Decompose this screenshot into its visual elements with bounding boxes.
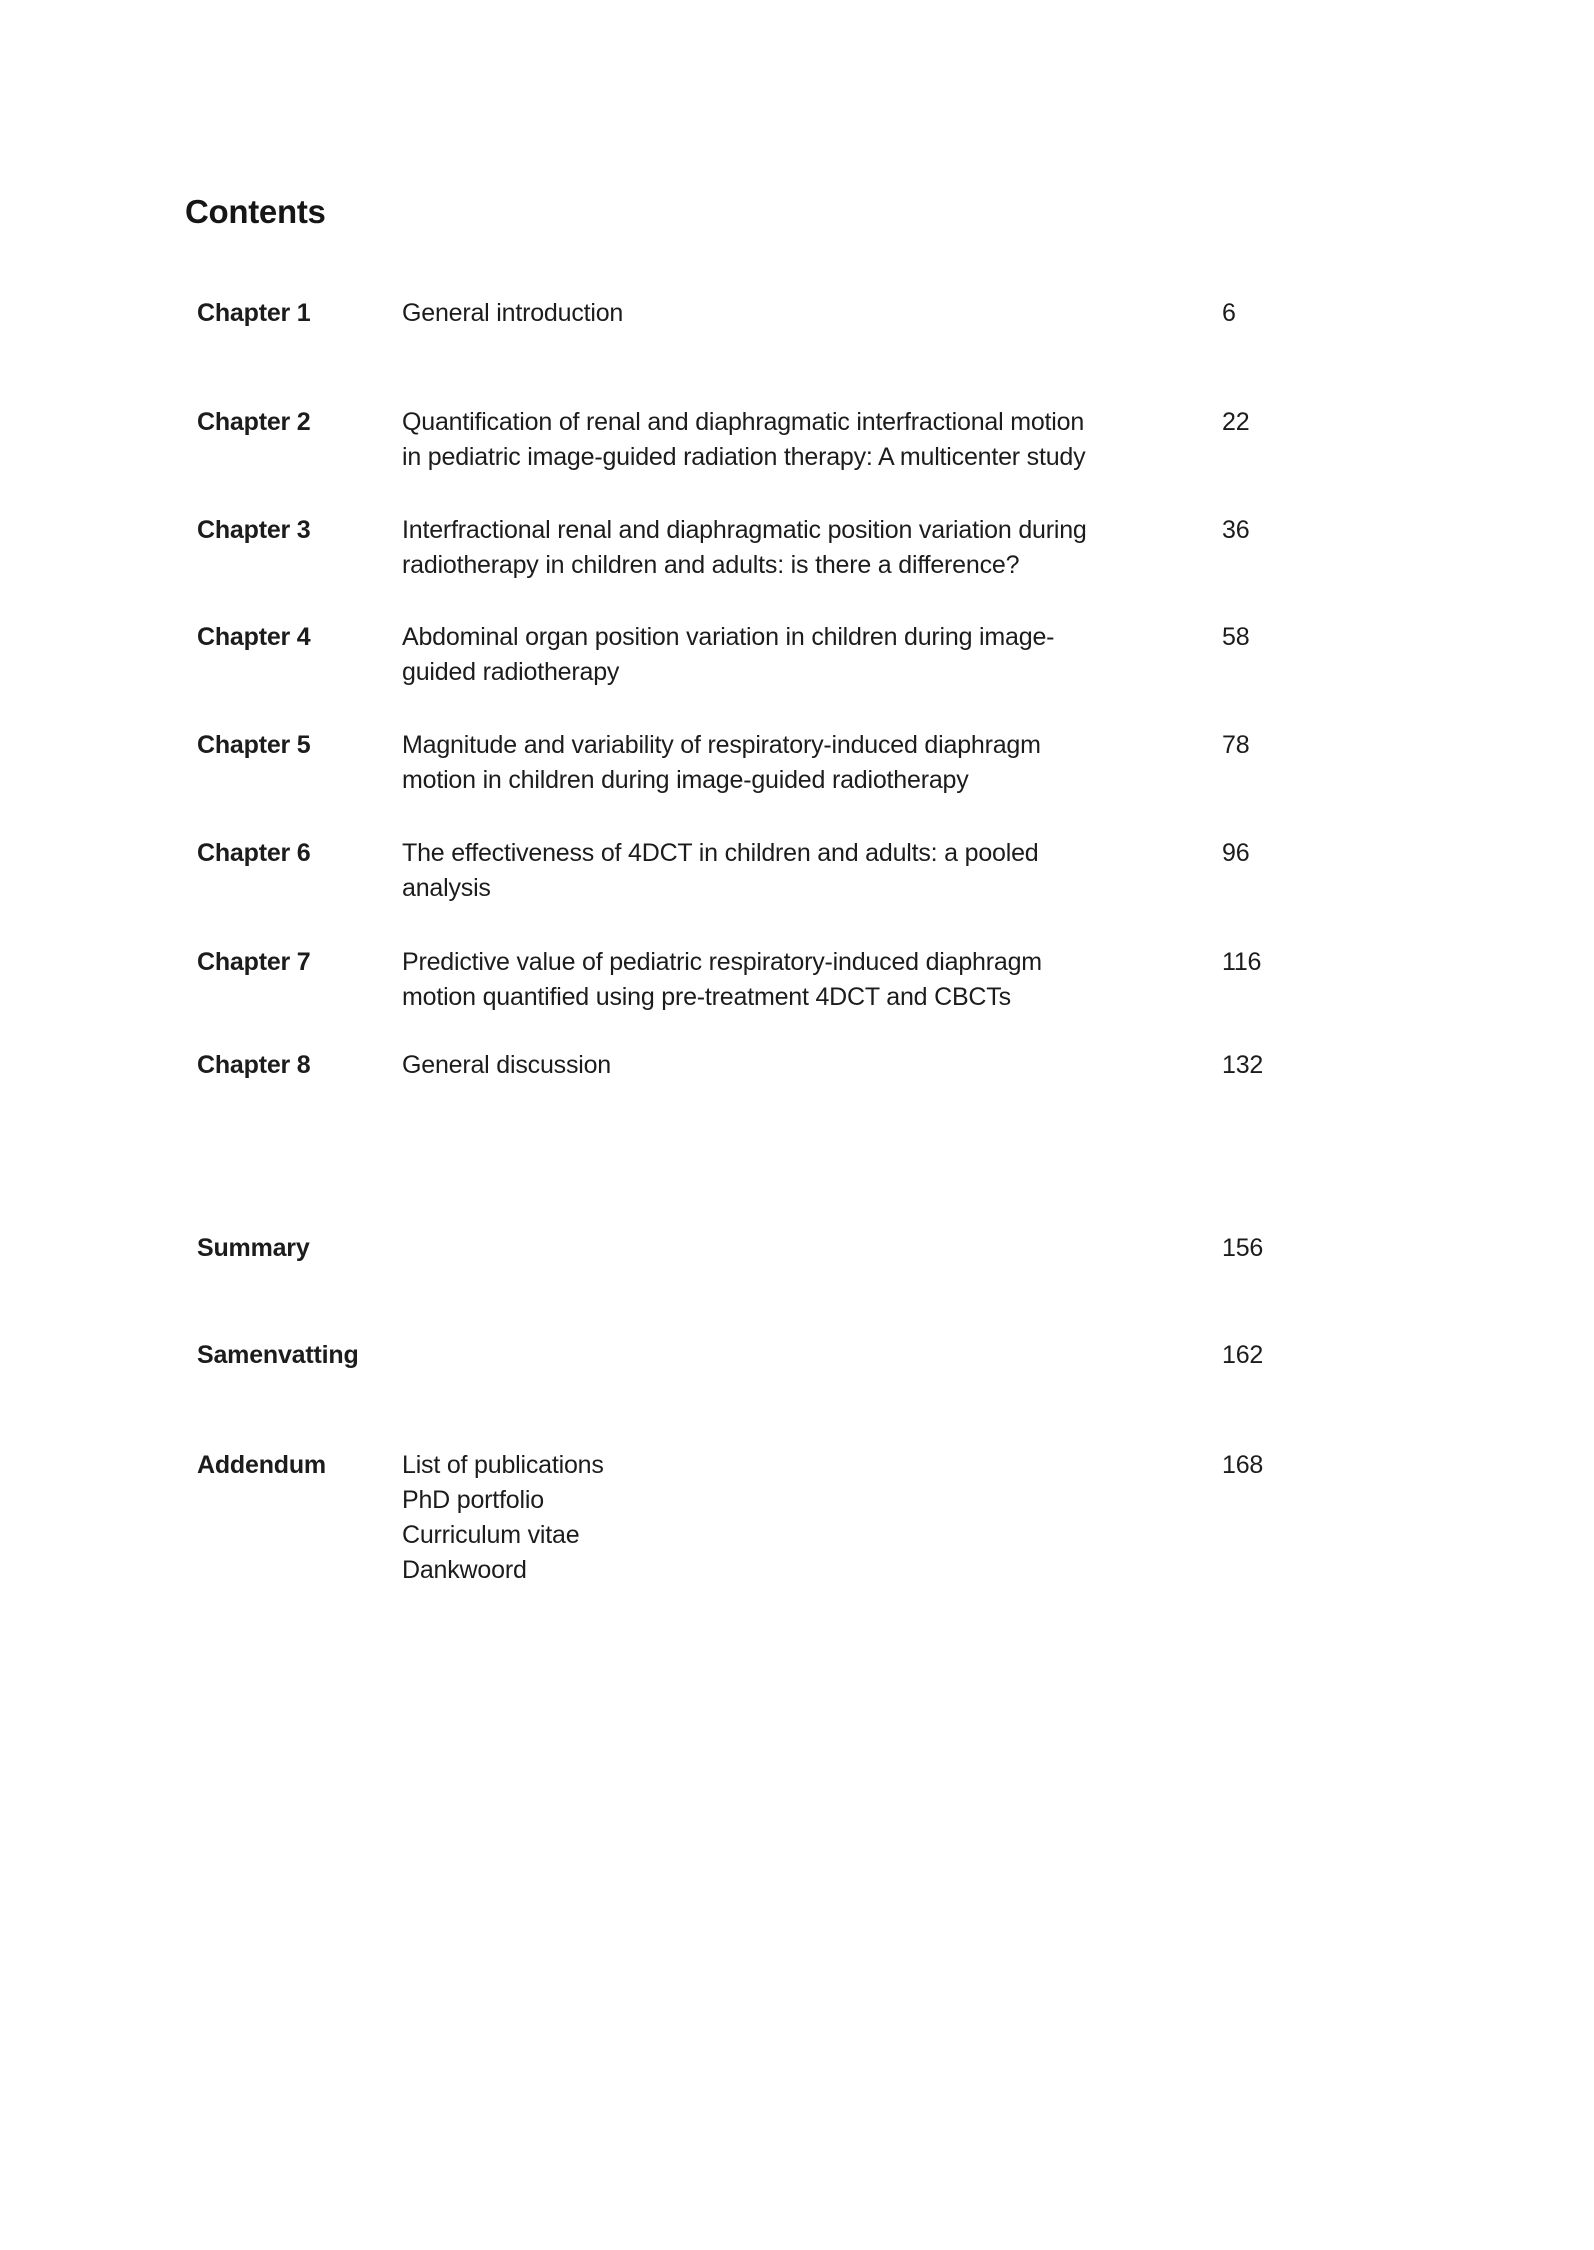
chapter-title-line: General discussion xyxy=(402,1051,612,1079)
page-number: 116 xyxy=(1222,948,1262,976)
chapter-title-line: Predictive value of pediatric respiratory-induced diaphragm xyxy=(402,948,1042,976)
chapter-title xyxy=(402,945,1222,1015)
chapter-title xyxy=(402,728,1222,798)
chapter-title-line: Quantification of renal and diaphragmatic interfractional motion xyxy=(402,408,1085,436)
toc-entry-samenvatting xyxy=(0,1338,1594,1373)
page-number: 96 xyxy=(1222,839,1250,867)
chapter-label: Chapter 8 xyxy=(197,1051,311,1079)
chapter-title xyxy=(402,296,1222,331)
chapter-title xyxy=(402,513,1222,583)
addendum-item: Curriculum vitae xyxy=(402,1521,580,1549)
section-title xyxy=(402,1338,1222,1373)
chapter-title-line: motion quantified using pre-treatment 4DCT and CBCTs xyxy=(402,983,1011,1011)
addendum-item: PhD portfolio xyxy=(402,1486,544,1514)
page-number: 132 xyxy=(1222,1051,1264,1079)
toc-entry-chapter-6 xyxy=(0,836,1594,906)
toc-entry-chapter-7 xyxy=(0,945,1594,1015)
table-of-contents xyxy=(0,296,1594,1588)
section-title xyxy=(402,1448,1222,1588)
toc-entry-chapter-4 xyxy=(0,620,1594,690)
chapter-title xyxy=(402,405,1222,475)
page-number: 156 xyxy=(1222,1234,1264,1262)
addendum-item: Dankwoord xyxy=(402,1556,527,1584)
chapter-title-line: The effectiveness of 4DCT in children and adults: a pooled xyxy=(402,839,1039,867)
toc-entry-addendum xyxy=(0,1448,1594,1588)
chapter-label: Chapter 1 xyxy=(197,299,311,327)
chapter-label: Chapter 2 xyxy=(197,408,311,436)
addendum-item: List of publications xyxy=(402,1451,604,1479)
toc-entry-chapter-3 xyxy=(0,513,1594,583)
chapter-title-line: motion in children during image-guided radiotherapy xyxy=(402,766,969,794)
chapter-title xyxy=(402,620,1222,690)
chapter-title-line: Magnitude and variability of respiratory-induced diaphragm xyxy=(402,731,1041,759)
page-title: Contents xyxy=(185,193,326,230)
chapter-title-line: radiotherapy in children and adults: is there a difference? xyxy=(402,551,1020,579)
toc-entry-summary xyxy=(0,1231,1594,1266)
page-number: 78 xyxy=(1222,731,1250,759)
chapter-label: Chapter 4 xyxy=(197,623,311,651)
chapter-title-line: Abdominal organ position variation in children during image- xyxy=(402,623,1055,651)
page-number: 58 xyxy=(1222,623,1250,651)
chapter-title-line: in pediatric image-guided radiation therapy: A multicenter study xyxy=(402,443,1086,471)
page-number: 168 xyxy=(1222,1451,1264,1479)
section-label: Summary xyxy=(197,1234,310,1262)
chapter-label: Chapter 3 xyxy=(197,516,311,544)
chapter-title-line: General introduction xyxy=(402,299,624,327)
chapter-title-line: Interfractional renal and diaphragmatic position variation during xyxy=(402,516,1087,544)
section-label: Samenvatting xyxy=(197,1341,359,1369)
chapter-title-line: guided radiotherapy xyxy=(402,658,620,686)
page-number: 162 xyxy=(1222,1341,1264,1369)
toc-entry-chapter-1 xyxy=(0,296,1594,331)
page-number: 6 xyxy=(1222,299,1236,327)
chapter-title xyxy=(402,836,1222,906)
chapter-label: Chapter 7 xyxy=(197,948,311,976)
chapter-label: Chapter 5 xyxy=(197,731,311,759)
section-label: Addendum xyxy=(197,1451,326,1479)
section-title xyxy=(402,1231,1222,1266)
page-number: 22 xyxy=(1222,408,1250,436)
toc-entry-chapter-8 xyxy=(0,1048,1594,1083)
chapter-label: Chapter 6 xyxy=(197,839,311,867)
toc-entry-chapter-5 xyxy=(0,728,1594,798)
toc-entry-chapter-2 xyxy=(0,405,1594,475)
chapter-title xyxy=(402,1048,1222,1083)
chapter-title-line: analysis xyxy=(402,874,491,902)
page-number: 36 xyxy=(1222,516,1250,544)
